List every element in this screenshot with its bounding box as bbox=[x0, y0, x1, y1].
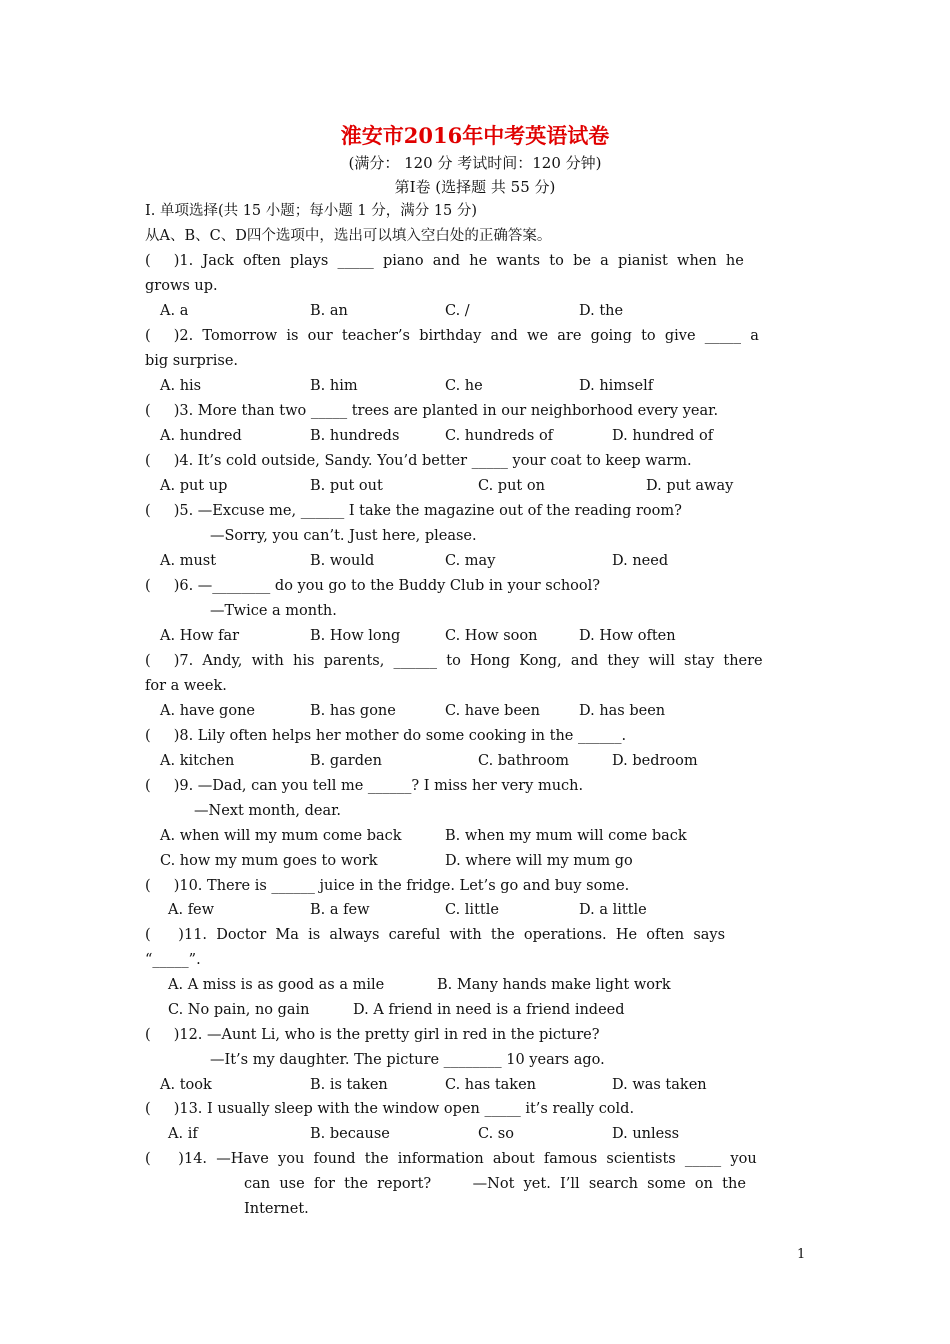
question-11-option-d: D. A friend in need is a friend indeed bbox=[353, 1002, 625, 1018]
question-2-line-1: ( )2. Tomorrow is our teacher’s birthday and we are going to give _____ a bbox=[145, 328, 759, 344]
question-10-option-d: D. a little bbox=[579, 902, 647, 918]
question-13-option-c: C. so bbox=[478, 1126, 514, 1142]
question-7-option-c: C. have been bbox=[445, 703, 540, 719]
question-8-option-b: B. garden bbox=[310, 753, 382, 769]
question-6-line-1: ( )6. —________ do you go to the Buddy Club in your school? bbox=[145, 578, 601, 594]
question-14-line-1: ( )14. —Have you found the information about famous scientists _____ you bbox=[145, 1151, 757, 1167]
question-12-option-b: B. is taken bbox=[310, 1077, 388, 1093]
question-1-option-c: C. / bbox=[445, 303, 470, 319]
question-5-line-1: ( )5. —Excuse me, ______ I take the magazine out of the reading room? bbox=[145, 503, 682, 519]
exam-part: 第Ⅰ卷 (选择题 共 55 分) bbox=[394, 178, 556, 196]
question-4-line-1: ( )4. It’s cold outside, Sandy. You’d better _____ your coat to keep warm. bbox=[145, 453, 692, 469]
question-3-option-d: D. hundred of bbox=[612, 428, 714, 444]
question-9-option-d: D. where will my mum go bbox=[445, 853, 633, 869]
question-8-option-a: A. kitchen bbox=[160, 753, 235, 769]
exam-title: 淮安市2016年中考英语试卷 bbox=[340, 123, 610, 148]
question-11-option-b: B. Many hands make light work bbox=[437, 977, 671, 993]
question-6-option-b: B. How long bbox=[310, 628, 401, 644]
question-1-option-d: D. the bbox=[579, 303, 624, 319]
question-4-option-d: D. put away bbox=[646, 478, 734, 494]
question-13-option-b: B. because bbox=[310, 1126, 390, 1142]
question-10-option-a: A. few bbox=[168, 902, 215, 918]
question-14-line-2: can use for the report? —Not yet. I’ll search some on the bbox=[244, 1176, 746, 1192]
question-12-line-1: ( )12. —Aunt Li, who is the pretty girl in red in the picture? bbox=[145, 1027, 600, 1043]
section-heading: Ⅰ. 单项选择(共 15 小题；每小题 1 分，满分 15 分) bbox=[145, 203, 478, 219]
question-2-line-2: big surprise. bbox=[145, 353, 239, 369]
question-10-option-b: B. a few bbox=[310, 902, 370, 918]
question-7-option-d: D. has been bbox=[579, 703, 666, 719]
question-2-option-c: C. he bbox=[445, 378, 483, 394]
question-5-option-d: D. need bbox=[612, 553, 669, 569]
question-12-line-2: —It’s my daughter. The picture ________ 10 years ago. bbox=[210, 1052, 605, 1068]
question-2-option-a: A. his bbox=[160, 378, 202, 394]
question-3-line-1: ( )3. More than two _____ trees are planted in our neighborhood every year. bbox=[145, 403, 719, 419]
question-1-option-b: B. an bbox=[310, 303, 348, 319]
question-12-option-c: C. has taken bbox=[445, 1077, 537, 1093]
question-9-line-2: —Next month, dear. bbox=[194, 803, 342, 819]
question-11-option-c: C. No pain, no gain bbox=[168, 1002, 310, 1018]
question-6-line-2: —Twice a month. bbox=[210, 603, 337, 619]
question-4-option-c: C. put on bbox=[478, 478, 545, 494]
question-9-line-1: ( )9. —Dad, can you tell me ______? I miss her very much. bbox=[145, 778, 584, 794]
question-10-line-1: ( )10. There is ______ juice in the fridge. Let’s go and buy some. bbox=[145, 878, 630, 894]
question-14-line-3: Internet. bbox=[244, 1201, 309, 1217]
question-13-line-1: ( )13. I usually sleep with the window open _____ it’s really cold. bbox=[145, 1101, 635, 1117]
question-8-option-c: C. bathroom bbox=[478, 753, 570, 769]
section-instruction: 从A、B、C、D四个选项中，选出可以填入空白处的正确答案。 bbox=[145, 228, 552, 244]
question-11-line-2: “_____”. bbox=[145, 952, 201, 968]
question-1-line-1: ( )1. Jack often plays _____ piano and he wants to be a pianist when he bbox=[145, 253, 744, 269]
question-7-line-1: ( )7. Andy, with his parents, ______ to Hong Kong, and they will stay there bbox=[145, 653, 763, 669]
question-2-option-b: B. him bbox=[310, 378, 358, 394]
question-12-option-a: A. took bbox=[160, 1077, 212, 1093]
question-4-option-b: B. put out bbox=[310, 478, 383, 494]
question-9-option-c: C. how my mum goes to work bbox=[160, 853, 378, 869]
question-10-option-c: C. little bbox=[445, 902, 499, 918]
question-4-option-a: A. put up bbox=[160, 478, 228, 494]
question-7-line-2: for a week. bbox=[145, 678, 227, 694]
question-7-option-a: A. have gone bbox=[160, 703, 255, 719]
question-1-line-2: grows up. bbox=[145, 278, 218, 294]
question-5-option-c: C. may bbox=[445, 553, 496, 569]
page-number: 1 bbox=[797, 1247, 806, 1262]
exam-score-time: (满分： 120 分 考试时间：120 分钟) bbox=[348, 154, 602, 172]
question-3-option-b: B. hundreds bbox=[310, 428, 400, 444]
question-3-option-a: A. hundred bbox=[160, 428, 242, 444]
question-7-option-b: B. has gone bbox=[310, 703, 396, 719]
question-3-option-c: C. hundreds of bbox=[445, 428, 554, 444]
question-12-option-d: D. was taken bbox=[612, 1077, 707, 1093]
question-5-line-2: —Sorry, you can’t. Just here, please. bbox=[210, 528, 477, 544]
question-9-option-a: A. when will my mum come back bbox=[160, 828, 402, 844]
question-8-option-d: D. bedroom bbox=[612, 753, 698, 769]
question-13-option-d: D. unless bbox=[612, 1126, 680, 1142]
question-2-option-d: D. himself bbox=[579, 378, 654, 394]
question-9-option-b: B. when my mum will come back bbox=[445, 828, 687, 844]
question-5-option-b: B. would bbox=[310, 553, 375, 569]
question-8-line-1: ( )8. Lily often helps her mother do some cooking in the ______. bbox=[145, 728, 627, 744]
question-1-option-a: A. a bbox=[160, 303, 189, 319]
question-11-option-a: A. A miss is as good as a mile bbox=[168, 977, 385, 993]
question-11-line-1: ( )11. Doctor Ma is always careful with the operations. He often says bbox=[145, 927, 726, 943]
question-5-option-a: A. must bbox=[160, 553, 217, 569]
question-6-option-d: D. How often bbox=[579, 628, 676, 644]
question-6-option-a: A. How far bbox=[160, 628, 240, 644]
question-6-option-c: C. How soon bbox=[445, 628, 538, 644]
question-13-option-a: A. if bbox=[168, 1126, 198, 1142]
